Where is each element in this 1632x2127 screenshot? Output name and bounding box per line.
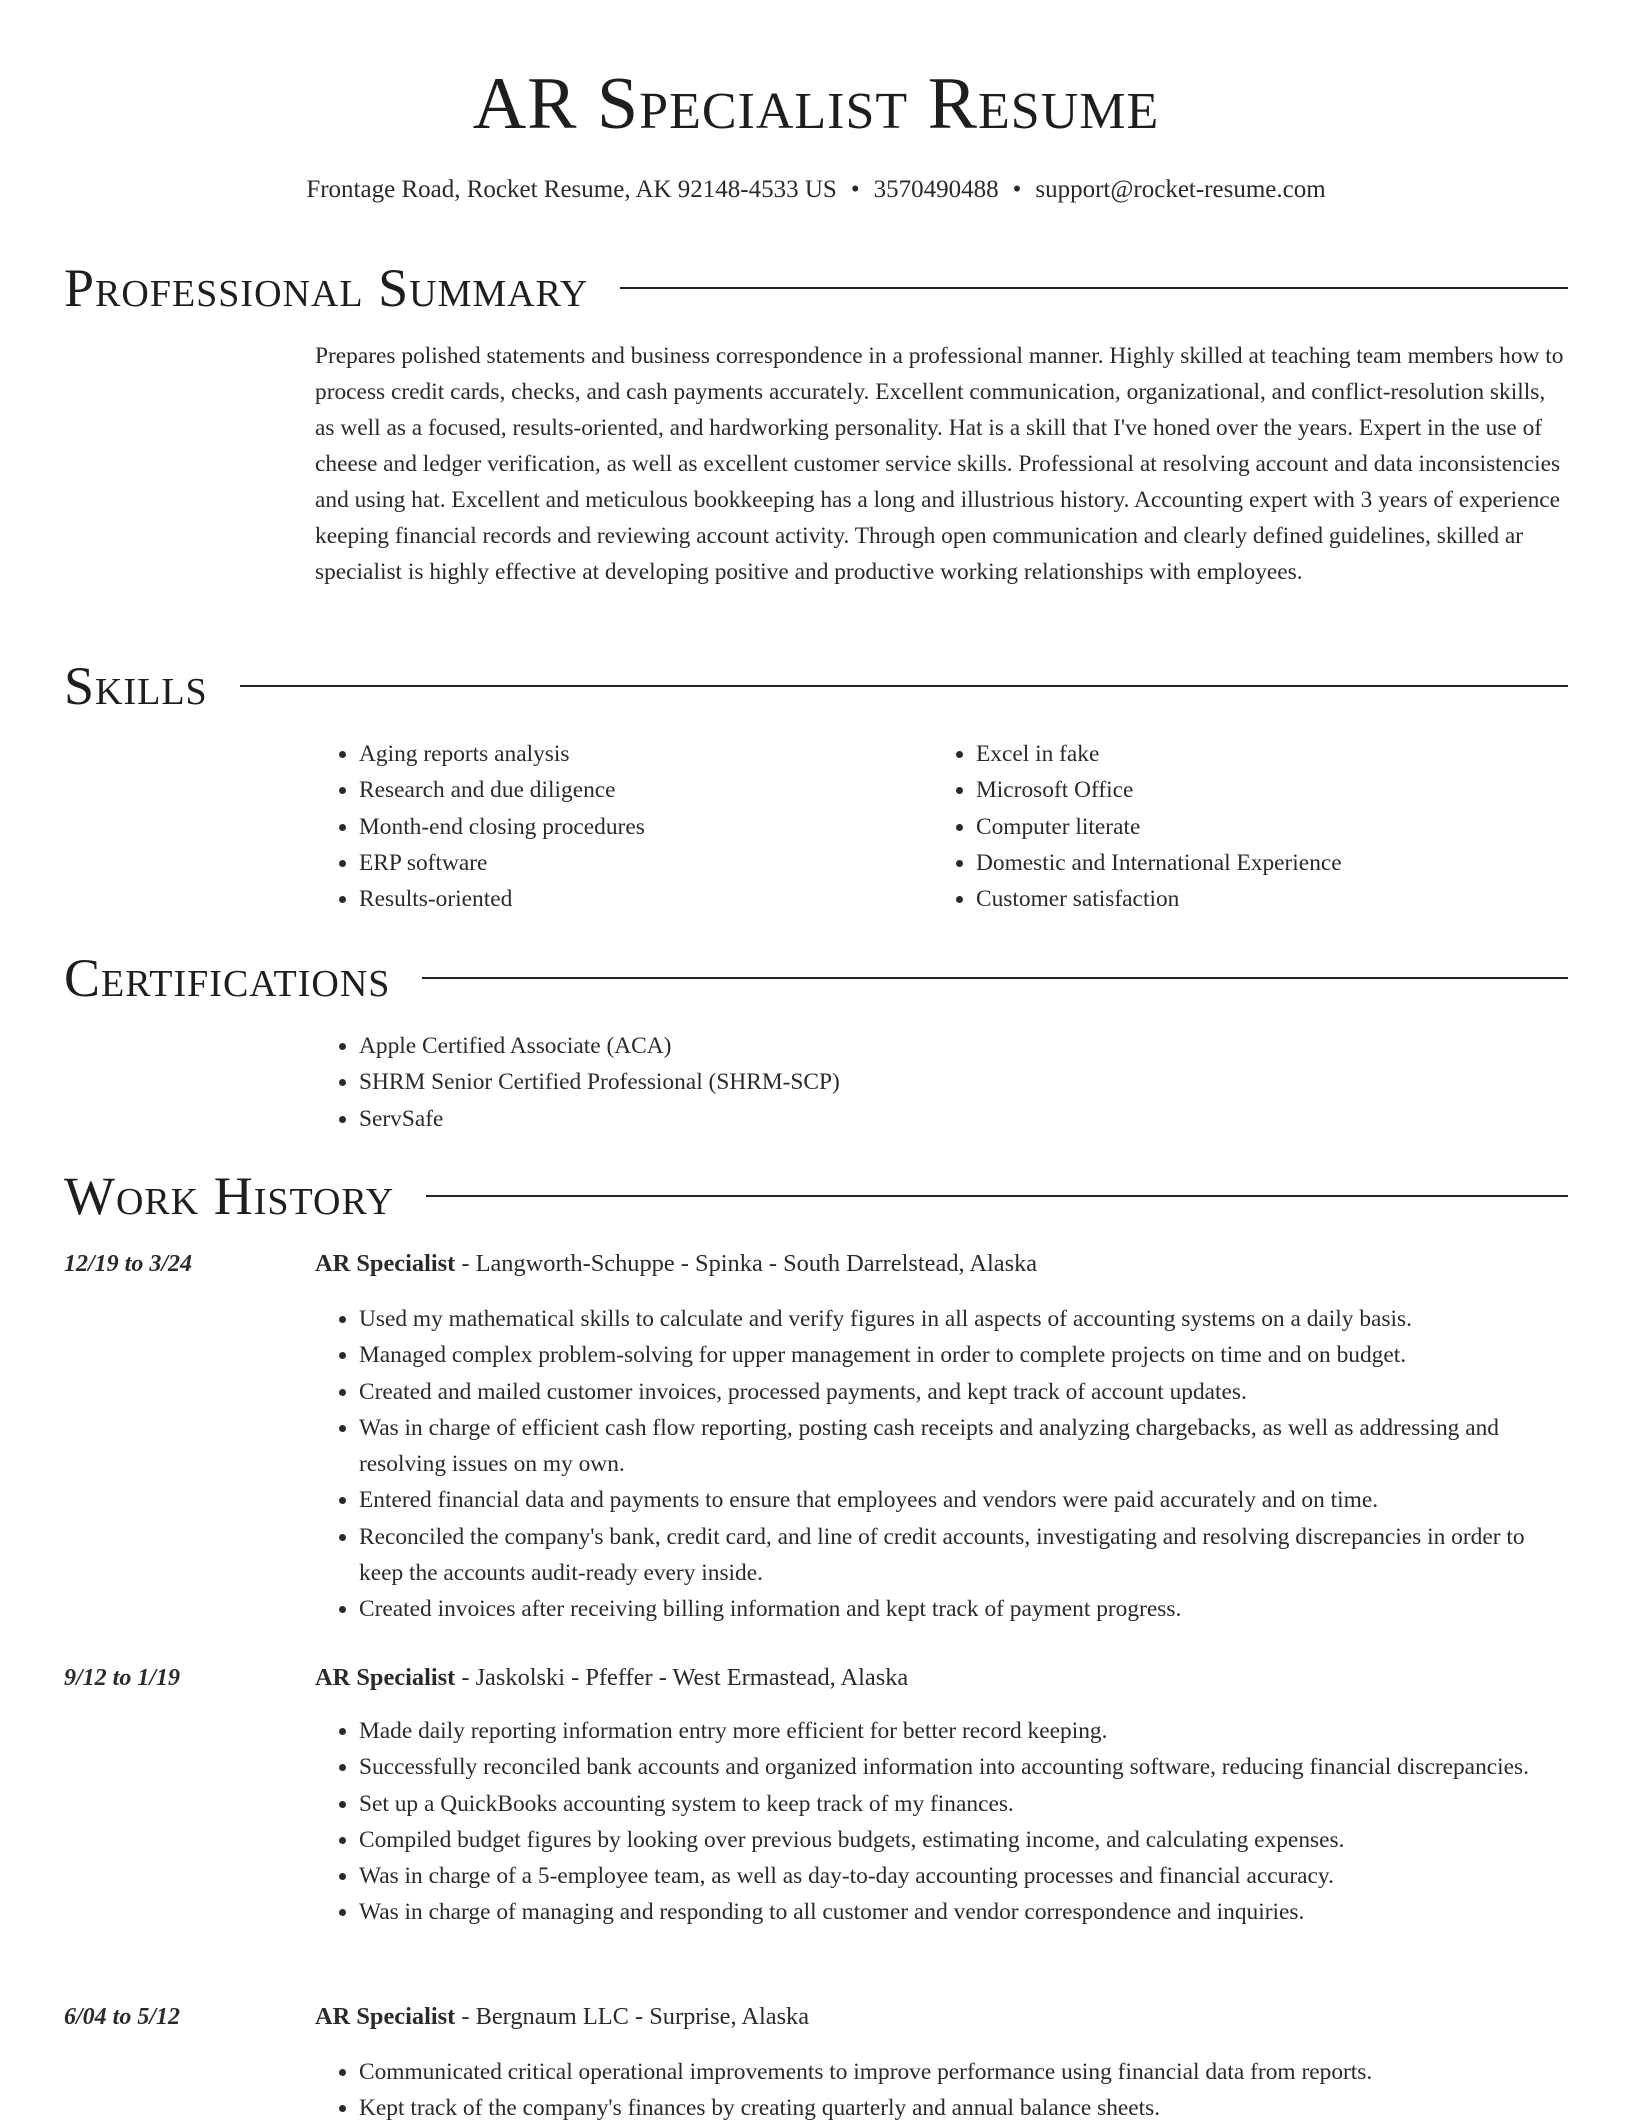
certification-item: • SHRM Senior Certified Professional (SHRM-SCP) [359, 1064, 1515, 1100]
skill-item: • ERP software [359, 845, 915, 881]
job-bullet: • Communicated critical operational improvements to improve performance using financial data from reports. [359, 2054, 1570, 2090]
job-heading [315, 1999, 1570, 2035]
job-bullet: • Reconciled the company's bank, credit card, and line of credit accounts, investigating and resolving discrepancies in order to keep the accounts audit-ready every inside. [359, 1519, 1570, 1592]
job-employer: - Bergnaum LLC - Surprise, Alaska [455, 2003, 810, 2030]
job-title: AR Specialist [315, 2003, 456, 2030]
job-bullet: • Was in charge of a 5-employee team, as well as day-to-day accounting processes and financial accuracy. [359, 1858, 1570, 1894]
certifications-section-header [64, 946, 1568, 1010]
job-bullet: • Used my mathematical skills to calculate and verify figures in all aspects of accounting systems on a daily basis. [359, 1301, 1570, 1337]
job-bullet: • Kept track of the company's finances by creating quarterly and annual balance sheets. [359, 2090, 1570, 2126]
job-title: AR Specialist [315, 1664, 456, 1691]
email: support@rocket-resume.com [1035, 176, 1326, 203]
contact-separator: • [1012, 176, 1022, 203]
section-heading-skills: Skills [64, 656, 208, 716]
skill-item: • Microsoft Office [976, 772, 1572, 808]
job-bullet: • Was in charge of managing and responding to all customer and vendor correspondence and inquiries. [359, 1894, 1570, 1930]
skills-column-left [315, 736, 915, 917]
job-dates: 6/04 to 5/12 [64, 2004, 181, 2030]
certification-item: • ServSafe [359, 1101, 1515, 1137]
skills-column-right [932, 736, 1572, 917]
skill-item: • Aging reports analysis [359, 736, 915, 772]
section-heading-work-history: Work History [64, 1166, 395, 1226]
section-rule [620, 287, 1568, 289]
skill-item: • Excel in fake [976, 736, 1572, 772]
work-history-section-header [64, 1164, 1568, 1228]
skill-item: • Results-oriented [359, 881, 915, 917]
contact-line [0, 172, 1632, 208]
phone: 3570490488 [873, 176, 999, 203]
skill-item: • Computer literate [976, 809, 1572, 845]
job-bullet: • Was in charge of efficient cash flow reporting, posting cash receipts and analyzing chargebacks, as well as addressing and resolving issues on my own. [359, 1410, 1570, 1483]
job-bullet: • Entered financial data and payments to ensure that employees and vendors were paid accurately and on time. [359, 1482, 1570, 1518]
job-employer: - Langworth-Schuppe - Spinka - South Darrelstead, Alaska [455, 1250, 1038, 1277]
summary-section-header [64, 256, 1568, 320]
section-rule [422, 977, 1568, 979]
address: Frontage Road, Rocket Resume, AK 92148-4533 US [306, 176, 837, 203]
job-bullet: • Compiled budget figures by looking over previous budgets, estimating income, and calculating expenses. [359, 1822, 1570, 1858]
job-bullets [315, 1713, 1570, 1931]
skill-item: • Domestic and International Experience [976, 845, 1572, 881]
job-bullet: • Managed complex problem-solving for upper management in order to complete projects on time and on budget. [359, 1337, 1570, 1373]
job-heading [315, 1246, 1570, 1282]
contact-separator: • [850, 176, 860, 203]
job-bullet: • Set up a QuickBooks accounting system to keep track of my finances. [359, 1786, 1570, 1822]
job-title: AR Specialist [315, 1250, 456, 1277]
skill-item: • Customer satisfaction [976, 881, 1572, 917]
job-heading [315, 1660, 1570, 1696]
section-rule [426, 1195, 1568, 1197]
section-rule [240, 685, 1568, 687]
job-dates: 9/12 to 1/19 [64, 1665, 181, 1691]
certifications-list [315, 1028, 1515, 1137]
job-bullet: • Successfully reconciled bank accounts and organized information into accounting software, reducing financial discrepancies. [359, 1749, 1570, 1785]
summary-text: Prepares polished statements and business correspondence in a professional manner. Highly skilled at teaching team members how to process credit cards, checks, and cash payments accurately. Excellent communication, organizational, and conflict-resolution skills, as well as a focused, results-oriented, and hardworking personality. Hat is a skill that I've honed over the years. Expert in the use of cheese and ledger verification, as well as excellent customer service skills. Professional at resolving account and data inconsistencies and using hat. Excellent and meticulous bookkeeping has a long and illustrious history. Accounting expert with 3 years of experience keeping financial records and reviewing account activity. Through open communication and clearly defined guidelines, skilled ar specialist is highly effective at developing positive and productive working relationships with employees. [315, 343, 1564, 585]
skill-item: • Research and due diligence [359, 772, 915, 808]
job-bullets [315, 2054, 1570, 2127]
job-bullets [315, 1301, 1570, 1628]
certification-item: • Apple Certified Associate (ACA) [359, 1028, 1515, 1064]
job-dates: 12/19 to 3/24 [64, 1251, 193, 1277]
section-heading-certifications: Certifications [64, 948, 391, 1008]
job-bullet: • Created and mailed customer invoices, processed payments, and kept track of account updates. [359, 1374, 1570, 1410]
skills-section-header [64, 654, 1568, 718]
resume-title: AR Specialist Resume [472, 63, 1160, 145]
section-heading-summary: Professional Summary [64, 258, 589, 318]
skill-item: • Month-end closing procedures [359, 809, 915, 845]
job-bullet: • Made daily reporting information entry more efficient for better record keeping. [359, 1713, 1570, 1749]
job-employer: - Jaskolski - Pfeffer - West Ermastead, Alaska [455, 1664, 909, 1691]
job-bullet: • Created invoices after receiving billing information and kept track of payment progress. [359, 1591, 1570, 1627]
